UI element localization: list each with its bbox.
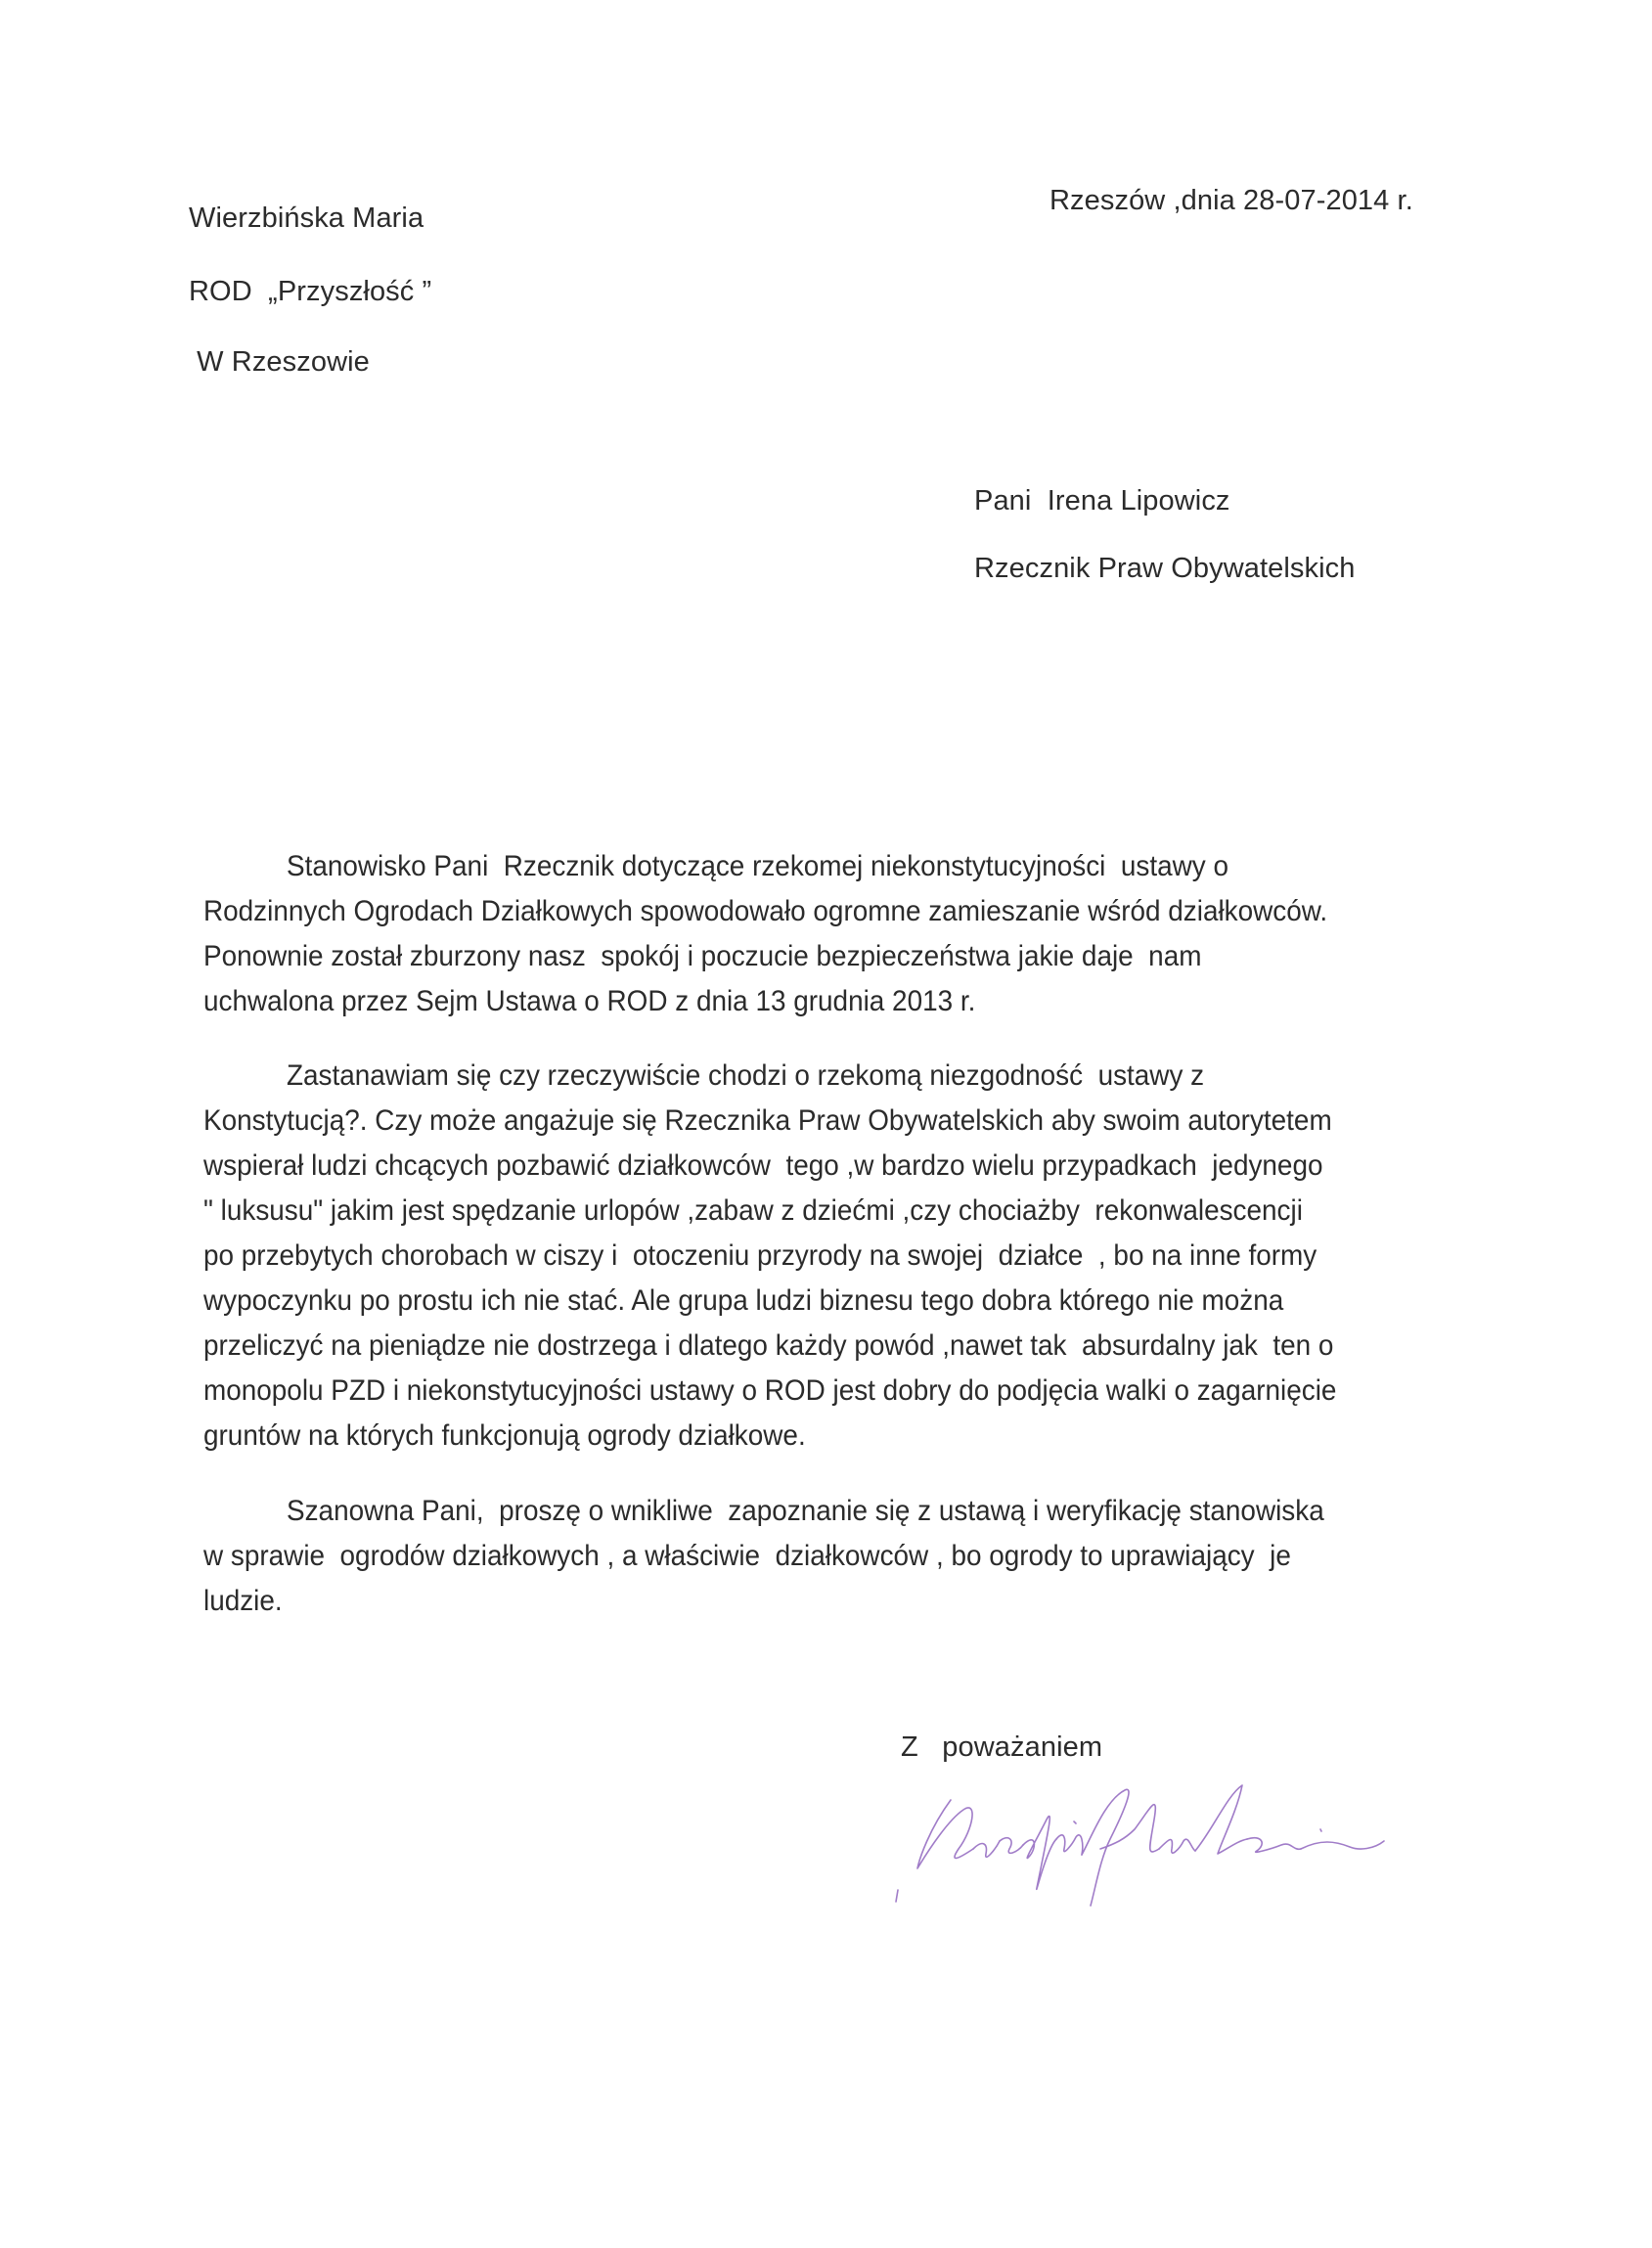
paragraph-line: Ponownie został zburzony nasz spokój i poczucie bezpieczeństwa jakie daje nam: [203, 940, 1202, 972]
paragraph-line: Szanowna Pani, proszę o wnikliwe zapoznanie się z ustawą i weryfikację stanowiska: [287, 1495, 1324, 1527]
paragraph-line: Konstytucją?. Czy może angażuje się Rzecznika Praw Obywatelskich aby swoim autorytetem: [203, 1104, 1332, 1137]
closing-salutation: Z poważaniem: [901, 1731, 1103, 1763]
paragraph-line: uchwalona przez Sejm Ustawa o ROD z dnia 13 grudnia 2013 r.: [203, 985, 976, 1017]
sender-city: W Rzeszowie: [189, 346, 370, 378]
paragraph-line: Rodzinnych Ogrodach Działkowych spowodowało ogromne zamieszanie wśród działkowców.: [203, 895, 1328, 927]
paragraph-line: przeliczyć na pieniądze nie dostrzega i dlatego każdy powód ,nawet tak absurdalny jak ten o: [203, 1329, 1334, 1362]
paragraph-line: gruntów na których funkcjonują ogrody działkowe.: [203, 1419, 806, 1452]
paragraph-line: ludzie.: [203, 1585, 283, 1617]
paragraph-line: wypoczynku po prostu ich nie stać. Ale grupa ludzi biznesu tego dobra którego nie można: [203, 1284, 1284, 1317]
paragraph-line: monopolu PZD i niekonstytucyjności ustawy o ROD jest dobry do podjęcia walki o zagarnięcie: [203, 1374, 1337, 1407]
recipient-title: Rzecznik Praw Obywatelskich: [974, 553, 1356, 584]
paragraph-line: wspierał ludzi chcących pozbawić działkowców tego ,w bardzo wielu przypadkach jedynego: [203, 1149, 1323, 1182]
handwritten-signature-icon: [890, 1780, 1399, 1908]
place-date: Rzeszów ,dnia 28-07-2014 r.: [1049, 185, 1413, 216]
recipient-name: Pani Irena Lipowicz: [974, 485, 1230, 517]
sender-name: Wierzbińska Maria: [189, 202, 424, 234]
sender-organization: ROD „Przyszłość ”: [189, 276, 432, 307]
paragraph-line: po przebytych chorobach w ciszy i otoczeniu przyrody na swojej działce , bo na inne formy: [203, 1239, 1317, 1272]
paragraph-line: Stanowisko Pani Rzecznik dotyczące rzekomej niekonstytucyjności ustawy o: [287, 850, 1228, 882]
paragraph-line: Zastanawiam się czy rzeczywiście chodzi o rzekomą niezgodność ustawy z: [287, 1059, 1205, 1092]
paragraph-line: " luksusu" jakim jest spędzanie urlopów ,zabaw z dziećmi ,czy chociażby rekonwalescencji: [203, 1194, 1303, 1227]
paragraph-line: w sprawie ogrodów działkowych , a właściwie działkowców , bo ogrody to uprawiający je: [203, 1540, 1291, 1572]
